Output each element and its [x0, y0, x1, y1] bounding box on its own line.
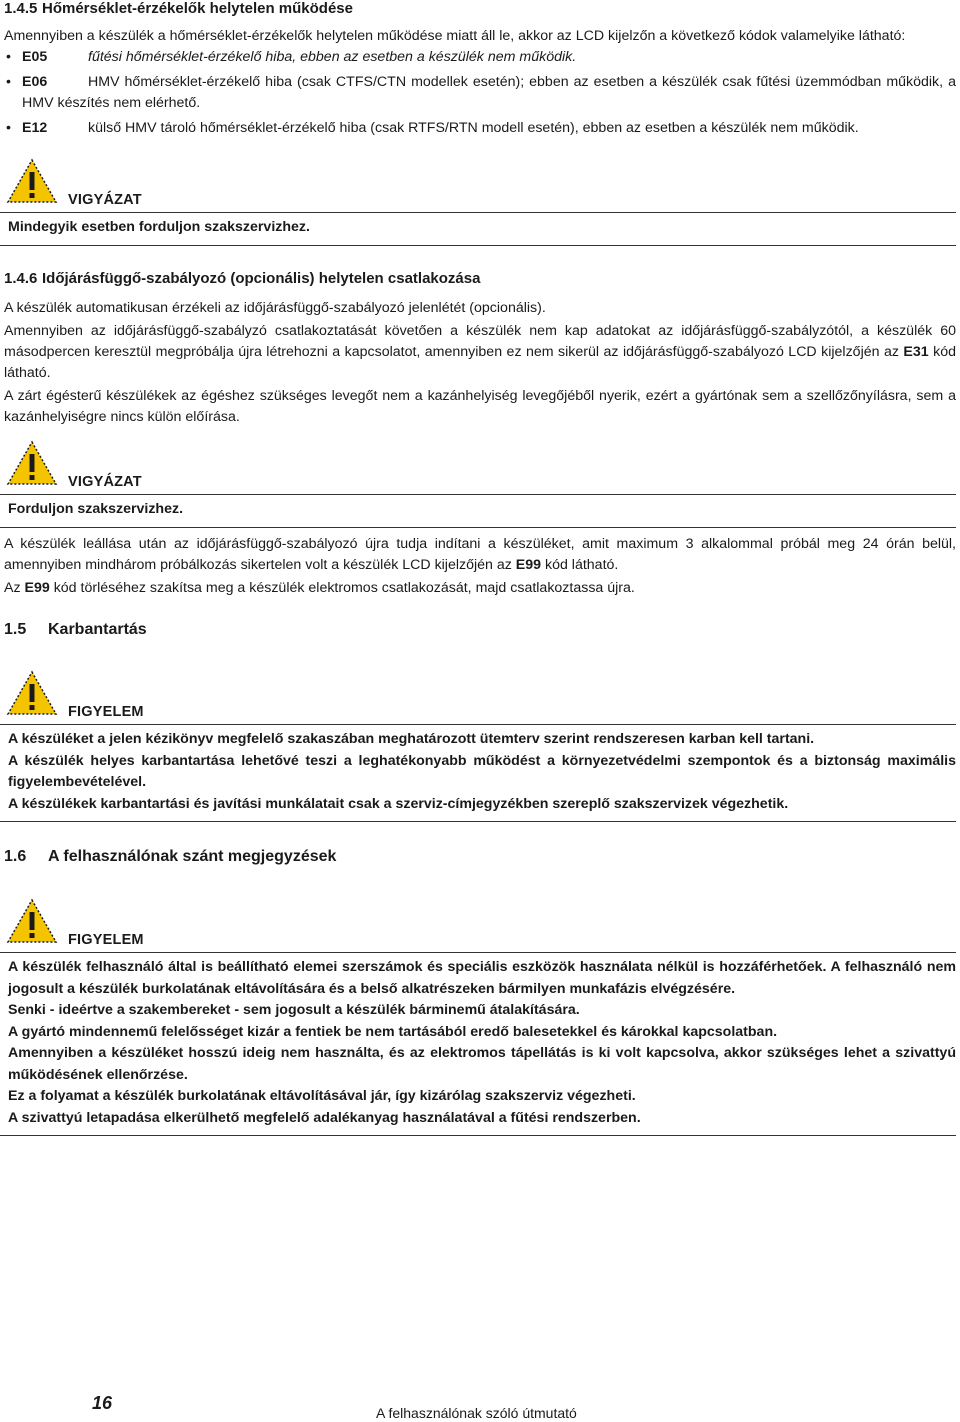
error-code: E06 [22, 74, 48, 90]
paragraph: A készülék leállása után az időjárásfüggő-szabályozó újra tudja indítani a készüléket, amit maximum 3 alkalommal próbál meg 24 órán belül, amennyiben mindhárom próbálkozás sikertelen volt a készülék LCD kijelzőjén az E99 kód látható. [4, 536, 956, 573]
warning-line: A készülékek karbantartási és javítási munkálatait csak a szerviz-címjegyzékben szereplő szakszervizek végezhetik. [8, 795, 789, 812]
paragraph: A zárt égésterű készülékek az égéshez szükséges levegőt nem a kazánhelyiség levegőjéből nyerik, ezért a gyártónak sem a szellőzőnyílásra, sem a kazánhelyiségre nincs külön előírása. [4, 388, 956, 425]
list-item [4, 47, 956, 68]
section-heading [4, 270, 956, 287]
list-item [4, 118, 956, 139]
section-1-4-5 [4, 0, 956, 17]
error-code: E05 [22, 49, 48, 65]
list-item [4, 72, 956, 114]
section-heading [4, 0, 956, 17]
section-title: Karbantartás [48, 621, 147, 638]
warning-label: VIGYÁZAT [68, 474, 142, 490]
error-code: E12 [22, 120, 48, 136]
section-title: A felhasználónak szánt megjegyzések [48, 848, 337, 865]
warning-line: A készüléket a jelen kézikönyv megfelelő szakaszában meghatározott ütemterv szerint rendszeresen karban kell tartani. [8, 731, 815, 747]
section-1-4-6-body-2 [4, 534, 956, 599]
section-heading [4, 621, 956, 639]
section-title: Időjárásfüggő-szabályozó (opcionális) helytelen csatlakozása [42, 270, 481, 287]
paragraph: A készülék automatikusan érzékeli az időjárásfüggő-szabályozó jelenlétét (opcionális). [4, 300, 546, 316]
error-description: fűtési hőmérséklet-érzékelő hiba, ebben az esetben a készülék nem működik. [88, 49, 577, 65]
section-1-6 [4, 848, 956, 866]
warning-box [0, 898, 956, 1136]
error-code-list [4, 47, 956, 139]
section-number: 1.6 [4, 848, 27, 865]
warning-box [0, 158, 956, 246]
warning-label: FIGYELEM [68, 704, 144, 720]
warning-line: Amennyiben a készüléket hosszú ideig nem használta, és az elektromos tápellátás is ki volt kapcsolva, akkor szükséges lehet a szivattyú működésének ellenőrzése. [8, 1045, 956, 1083]
bullet-dot: • [6, 120, 11, 136]
warning-box [0, 670, 956, 822]
error-description: külső HMV tároló hőmérséklet-érzékelő hiba (csak RTFS/RTN modell esetén), ebben az esetben a készülék nem működik. [88, 120, 859, 136]
paragraph: Az E99 kód törléséhez szakítsa meg a készülék elektromos csatlakozását, majd csatlakoztassa újra. [4, 580, 635, 596]
warning-line: A készülék felhasználó által is beállítható elemei szerszámok és speciális eszközök használata nélkül is hozzáférhetőek. A felhasználó nem jogosult a készülék burkolatának eltávolítására és a belső alkatrészeken bármilyen munkafázis elvégzésére. [8, 959, 956, 997]
warning-triangle-icon [6, 158, 58, 204]
section-number: 1.4.6 [4, 270, 38, 287]
warning-line: A gyártó mindennemű felelősséget kizár a fentiek be nem tartásából eredő balesetekkel és károkkal kapcsolatban. [8, 1023, 778, 1040]
error-code: E99 [515, 557, 542, 573]
warning-label: FIGYELEM [68, 932, 144, 948]
section-heading [4, 848, 956, 866]
bullet-dot: • [6, 49, 11, 65]
error-code: E99 [24, 580, 50, 596]
warning-message: Mindegyik esetben forduljon szakszervizhez. [8, 219, 310, 235]
warning-box [0, 440, 956, 528]
warning-triangle-icon [6, 898, 58, 944]
error-code: E31 [903, 344, 929, 360]
warning-triangle-icon [6, 440, 58, 486]
warning-label: VIGYÁZAT [68, 192, 142, 208]
intro-paragraph: Amennyiben a készülék a hőmérséklet-érzékelők helytelen működése miatt áll le, akkor az LCD kijelzőn a következő kódok valamelyike látható: [4, 28, 906, 44]
footer-title: A felhasználónak szóló útmutató [376, 1405, 577, 1421]
section-number: 1.4.5 [4, 0, 38, 17]
error-description: HMV hőmérséklet-érzékelő hiba (csak CTFS/CTN modellek esetén); ebben az esetben a készülék csak fűtési üzemmódban működik, a HMV készítés nem elérhető. [22, 74, 956, 111]
warning-triangle-icon [6, 670, 58, 716]
bullet-dot: • [6, 74, 11, 90]
section-title: Hőmérséklet-érzékelők helytelen működése [42, 0, 353, 17]
section-1-4-6 [4, 270, 956, 287]
warning-line: A készülék helyes karbantartása lehetővé teszi a leghatékonyabb működést a környezetvédelmi szempontok és a biztonság maximális figyelembevételével. [8, 752, 956, 790]
paragraph: Amennyiben az időjárásfüggő-szabályzó csatlakoztatását követően a készülék nem kap adatokat az időjárásfüggő-szabályzótól, a készülék 60 másodpercen keresztül megpróbálja újra létrehozni a kapcsolatot, amennyiben ez nem sikerül az időjárásfüggő-szabályozó LCD kijelzőjén az E31 kód látható. [4, 323, 956, 381]
warning-message: Forduljon szakszervizhez. [8, 501, 184, 517]
warning-line: Senki - ideértve a szakembereket - sem jogosult a készülék bárminemű átalakítására. [8, 1002, 580, 1018]
section-1-4-5-body [4, 26, 956, 139]
warning-line: Ez a folyamat a készülék burkolatának eltávolításával jár, így kizárólag szakszerviz végezheti. [8, 1088, 636, 1104]
section-1-5 [4, 621, 956, 639]
section-number: 1.5 [4, 621, 27, 638]
section-1-4-6-body [4, 298, 956, 428]
page-number: 16 [92, 1393, 113, 1413]
warning-line: A szivattyú letapadása elkerülhető megfelelő adalékanyag használatával a fűtési rendszerben. [8, 1109, 641, 1126]
